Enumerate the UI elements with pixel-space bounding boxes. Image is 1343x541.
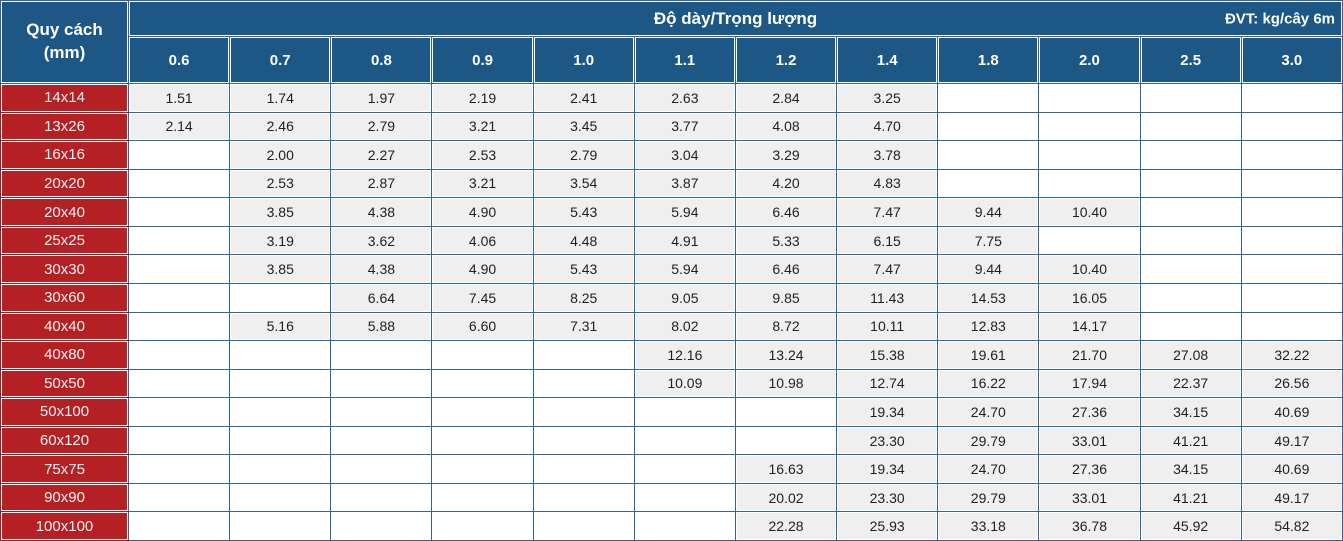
table-row [1,169,1343,198]
weight-cell: 36.78 [1039,512,1140,541]
weight-cell: 5.43 [533,198,634,227]
empty-cell [129,255,230,284]
table-row [1,455,1343,484]
weight-cell: 4.08 [735,112,836,141]
weight-cell: 6.64 [331,283,432,312]
empty-cell [230,341,331,370]
weight-cell: 2.00 [230,141,331,170]
empty-cell [129,169,230,198]
weight-cell: 4.90 [432,255,533,284]
empty-cell [1140,84,1241,113]
weight-cell: 6.46 [735,198,836,227]
table-row [1,483,1343,512]
empty-cell [533,455,634,484]
table-row [1,312,1343,341]
table-row [1,398,1343,427]
weight-cell: 4.91 [634,226,735,255]
empty-cell [1241,141,1342,170]
empty-cell [938,112,1039,141]
spec-row-header: 25x25 [1,226,129,255]
empty-cell [129,341,230,370]
weight-cell: 4.48 [533,226,634,255]
empty-cell [230,455,331,484]
table-row [1,84,1343,113]
weight-cell: 12.16 [634,341,735,370]
empty-cell [1241,312,1342,341]
weight-cell: 6.15 [837,226,938,255]
empty-cell [1241,84,1342,113]
spec-row-header: 14x14 [1,84,129,113]
weight-cell: 6.46 [735,255,836,284]
weight-cell: 41.21 [1140,483,1241,512]
empty-cell [1039,141,1140,170]
weight-cell: 10.09 [634,369,735,398]
header-row-main [1,1,1343,37]
empty-cell [331,369,432,398]
empty-cell [230,512,331,541]
weight-cell: 16.63 [735,455,836,484]
empty-cell [331,455,432,484]
table-row [1,198,1343,227]
weight-cell: 9.85 [735,283,836,312]
weight-cell: 5.33 [735,226,836,255]
empty-cell [129,226,230,255]
weight-cell: 4.06 [432,226,533,255]
empty-cell [1140,141,1241,170]
weight-cell: 4.38 [331,198,432,227]
weight-cell: 10.98 [735,369,836,398]
weight-cell: 22.37 [1140,369,1241,398]
empty-cell [1140,169,1241,198]
weight-cell: 2.87 [331,169,432,198]
thickness-col-header: 1.4 [837,37,938,84]
empty-cell [432,426,533,455]
weight-cell: 20.02 [735,483,836,512]
empty-cell [1140,226,1241,255]
empty-cell [230,283,331,312]
empty-cell [1140,312,1241,341]
weight-cell: 9.44 [938,255,1039,284]
weight-cell: 5.94 [634,198,735,227]
weight-cell: 54.82 [1241,512,1342,541]
thickness-col-header: 1.1 [634,37,735,84]
thickness-header-row [1,37,1343,84]
empty-cell [129,312,230,341]
table-row [1,226,1343,255]
spec-row-header: 60x120 [1,426,129,455]
empty-cell [331,483,432,512]
weight-cell: 2.53 [432,141,533,170]
spec-row-header: 20x40 [1,198,129,227]
empty-cell [129,426,230,455]
empty-cell [432,398,533,427]
weight-cell: 3.19 [230,226,331,255]
table-row [1,426,1343,455]
empty-cell [432,369,533,398]
empty-cell [230,426,331,455]
empty-cell [1241,198,1342,227]
weight-cell: 41.21 [1140,426,1241,455]
weight-cell: 12.74 [837,369,938,398]
spec-row-header: 90x90 [1,483,129,512]
weight-cell: 12.83 [938,312,1039,341]
empty-cell [938,141,1039,170]
weight-cell: 2.63 [634,84,735,113]
weight-cell: 6.60 [432,312,533,341]
empty-cell [1140,112,1241,141]
weight-cell: 33.01 [1039,483,1140,512]
empty-cell [1039,169,1140,198]
empty-cell [938,84,1039,113]
weight-cell: 33.18 [938,512,1039,541]
weight-cell: 3.62 [331,226,432,255]
weight-cell: 3.78 [837,141,938,170]
weight-cell: 3.29 [735,141,836,170]
weight-cell: 4.90 [432,198,533,227]
table-row [1,112,1343,141]
empty-cell [634,483,735,512]
empty-cell [129,141,230,170]
weight-cell: 3.87 [634,169,735,198]
weight-cell: 25.93 [837,512,938,541]
table-row [1,512,1343,541]
spec-header-cell [1,1,129,84]
weight-cell: 33.01 [1039,426,1140,455]
empty-cell [129,483,230,512]
weight-cell: 3.85 [230,198,331,227]
empty-cell [1241,255,1342,284]
unit-label: ĐVT: kg/cây 6m [1224,10,1335,27]
weight-cell: 3.45 [533,112,634,141]
weight-cell: 2.27 [331,141,432,170]
weight-cell: 10.40 [1039,198,1140,227]
empty-cell [533,426,634,455]
weight-cell: 4.83 [837,169,938,198]
weight-cell: 7.31 [533,312,634,341]
thickness-col-header: 2.5 [1140,37,1241,84]
weight-cell: 27.08 [1140,341,1241,370]
weight-cell: 3.25 [837,84,938,113]
weight-cell: 5.88 [331,312,432,341]
weight-cell: 9.44 [938,198,1039,227]
table-row [1,141,1343,170]
weight-cell: 2.14 [129,112,230,141]
weight-cell: 21.70 [1039,341,1140,370]
weight-cell: 16.22 [938,369,1039,398]
weight-cell: 27.36 [1039,455,1140,484]
table-row [1,255,1343,284]
empty-cell [432,512,533,541]
table-title: Độ dày/Trọng lượng [653,8,818,28]
empty-cell [634,512,735,541]
empty-cell [129,398,230,427]
empty-cell [938,169,1039,198]
weight-cell: 2.19 [432,84,533,113]
empty-cell [634,455,735,484]
spec-row-header: 40x40 [1,312,129,341]
empty-cell [230,483,331,512]
weight-cell: 49.17 [1241,426,1342,455]
table-row [1,369,1343,398]
weight-cell: 3.21 [432,112,533,141]
weight-cell: 24.70 [938,455,1039,484]
table-row [1,341,1343,370]
table-header [1,1,1343,84]
empty-cell [432,455,533,484]
weight-cell: 19.34 [837,455,938,484]
weight-cell: 5.94 [634,255,735,284]
weight-cell: 17.94 [1039,369,1140,398]
empty-cell [533,369,634,398]
title-header-cell [129,1,1343,37]
weight-cell: 19.61 [938,341,1039,370]
spec-row-header: 20x20 [1,169,129,198]
weight-cell: 23.30 [837,426,938,455]
weight-cell: 14.17 [1039,312,1140,341]
thickness-col-header: 2.0 [1039,37,1140,84]
weight-cell: 40.69 [1241,455,1342,484]
weight-cell: 10.11 [837,312,938,341]
weight-cell: 8.72 [735,312,836,341]
empty-cell [1241,112,1342,141]
weight-cell: 8.02 [634,312,735,341]
weight-cell: 22.28 [735,512,836,541]
empty-cell [1140,283,1241,312]
thickness-col-header: 0.6 [129,37,230,84]
weight-cell: 14.53 [938,283,1039,312]
spec-row-header: 100x100 [1,512,129,541]
weight-cell: 3.54 [533,169,634,198]
weight-cell: 4.38 [331,255,432,284]
weight-cell: 2.46 [230,112,331,141]
empty-cell [634,426,735,455]
spec-row-header: 30x30 [1,255,129,284]
weight-cell: 16.05 [1039,283,1140,312]
weight-cell: 13.24 [735,341,836,370]
weight-cell: 5.16 [230,312,331,341]
empty-cell [129,369,230,398]
weight-cell: 3.04 [634,141,735,170]
spec-row-header: 16x16 [1,141,129,170]
weight-cell: 2.79 [331,112,432,141]
weight-cell: 34.15 [1140,398,1241,427]
weight-cell: 34.15 [1140,455,1241,484]
empty-cell [533,483,634,512]
weight-cell: 49.17 [1241,483,1342,512]
thickness-col-header: 0.9 [432,37,533,84]
weight-cell: 2.53 [230,169,331,198]
empty-cell [432,341,533,370]
empty-cell [129,512,230,541]
empty-cell [331,512,432,541]
table-row [1,283,1343,312]
empty-cell [533,398,634,427]
thickness-col-header: 1.2 [735,37,836,84]
weight-cell: 1.97 [331,84,432,113]
spec-row-header: 40x80 [1,341,129,370]
spec-header-line2: (mm) [43,43,86,62]
weight-cell: 7.45 [432,283,533,312]
spec-row-header: 30x60 [1,283,129,312]
empty-cell [129,283,230,312]
weight-cell: 10.40 [1039,255,1140,284]
weight-cell: 7.47 [837,198,938,227]
weight-cell: 4.70 [837,112,938,141]
thickness-col-header: 0.7 [230,37,331,84]
empty-cell [129,455,230,484]
thickness-col-header: 0.8 [331,37,432,84]
empty-cell [432,483,533,512]
empty-cell [1039,84,1140,113]
empty-cell [634,398,735,427]
weight-cell: 45.92 [1140,512,1241,541]
empty-cell [533,512,634,541]
spec-header-line1: Quy cách [26,20,103,40]
empty-cell [1039,112,1140,141]
weight-cell: 24.70 [938,398,1039,427]
weight-cell: 2.41 [533,84,634,113]
empty-cell [1140,255,1241,284]
table-body [1,84,1343,541]
weight-cell: 29.79 [938,483,1039,512]
weight-cell: 5.43 [533,255,634,284]
thickness-col-header: 1.8 [938,37,1039,84]
weight-cell: 7.47 [837,255,938,284]
empty-cell [331,398,432,427]
empty-cell [1241,226,1342,255]
empty-cell [1241,283,1342,312]
weight-cell: 27.36 [1039,398,1140,427]
spec-row-header: 50x100 [1,398,129,427]
spec-row-header: 75x75 [1,455,129,484]
weight-cell: 15.38 [837,341,938,370]
empty-cell [1241,169,1342,198]
weight-cell: 9.05 [634,283,735,312]
spec-row-header: 50x50 [1,369,129,398]
weight-cell: 29.79 [938,426,1039,455]
thickness-col-header: 1.0 [533,37,634,84]
weight-cell: 3.21 [432,169,533,198]
empty-cell [230,369,331,398]
weight-cell: 23.30 [837,483,938,512]
weight-cell: 3.77 [634,112,735,141]
weight-cell: 32.22 [1241,341,1342,370]
empty-cell [533,341,634,370]
empty-cell [230,398,331,427]
weight-cell: 7.75 [938,226,1039,255]
weight-cell: 1.51 [129,84,230,113]
weight-cell: 2.79 [533,141,634,170]
weight-cell: 40.69 [1241,398,1342,427]
weight-cell: 11.43 [837,283,938,312]
weight-cell: 26.56 [1241,369,1342,398]
empty-cell [129,198,230,227]
empty-cell [1140,198,1241,227]
thickness-col-header: 3.0 [1241,37,1342,84]
weight-cell: 1.74 [230,84,331,113]
empty-cell [1039,226,1140,255]
weight-cell: 19.34 [837,398,938,427]
empty-cell [331,341,432,370]
weight-cell: 3.85 [230,255,331,284]
empty-cell [331,426,432,455]
empty-cell [735,398,836,427]
spec-row-header: 13x26 [1,112,129,141]
weight-cell: 4.20 [735,169,836,198]
weight-cell: 8.25 [533,283,634,312]
weight-cell: 2.84 [735,84,836,113]
empty-cell [735,426,836,455]
